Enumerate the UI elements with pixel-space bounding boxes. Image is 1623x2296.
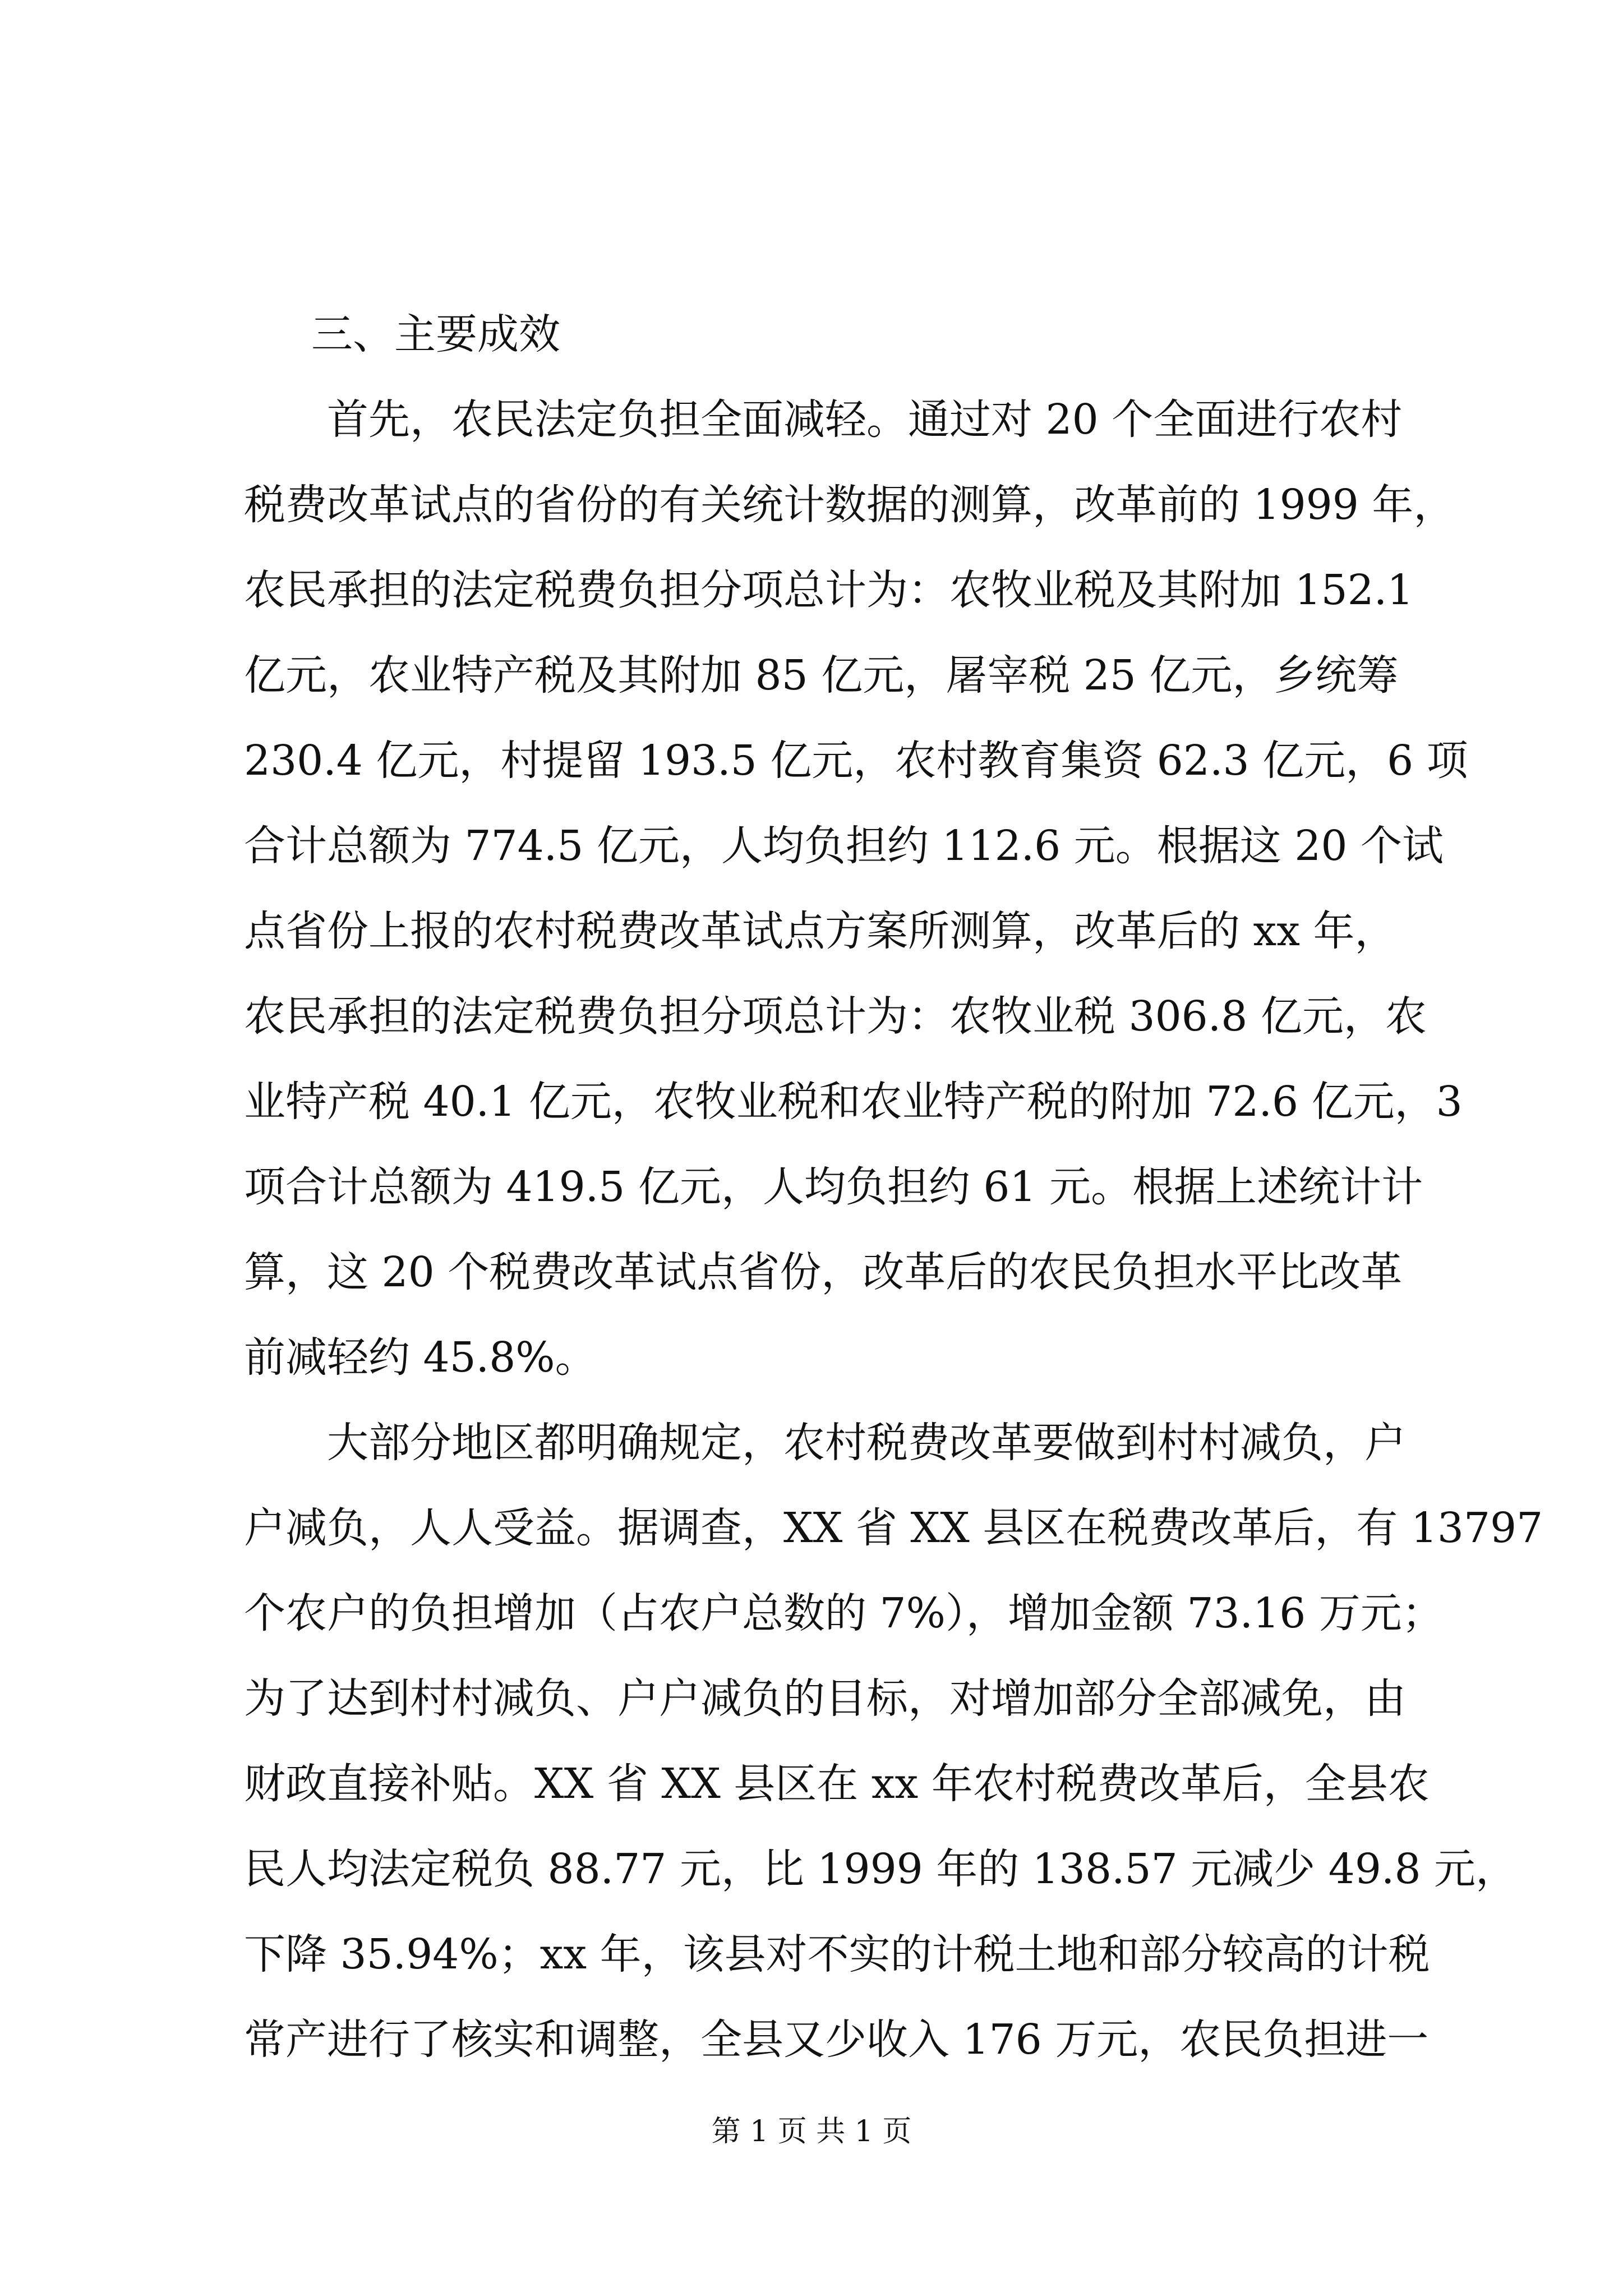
- text-line: 税费改革试点的省份的有关统计数据的测算，改革前的 1999 年，: [244, 481, 1455, 529]
- text-line: 常产进行了核实和调整，全县又少收入 176 万元，农民负担进一: [244, 2016, 1429, 2064]
- text-line: 财政直接补贴。XX 省 XX 县区在 xx 年农村税费改革后，全县农: [244, 1760, 1430, 1808]
- text-line: 亿元，农业特产税及其附加 85 亿元，屠宰税 25 亿元，乡统筹: [244, 651, 1399, 700]
- document-body: [244, 292, 1543, 2082]
- text-line: 合计总额为 774.5 亿元，人均负担约 112.6 元。根据这 20 个试: [244, 822, 1444, 870]
- text-line: 大部分地区都明确规定，农村税费改革要做到村村减负，户: [244, 1419, 1406, 1467]
- text-line: 农民承担的法定税费负担分项总计为：农牧业税 306.8 亿元，农: [244, 992, 1427, 1041]
- text-line: 民人均法定税负 88.77 元，比 1999 年的 138.57 元减少 49.8 元，: [244, 1845, 1518, 1893]
- text-line: 业特产税 40.1 亿元，农牧业税和农业特产税的附加 72.6 亿元，3: [244, 1078, 1463, 1126]
- text-line: 农民承担的法定税费负担分项总计为：农牧业税及其附加 152.1: [244, 566, 1414, 614]
- text-line: 首先，农民法定负担全面减轻。通过对 20 个全面进行农村: [244, 395, 1403, 444]
- text-line: 下降 35.94%；xx 年，该县对不实的计税土地和部分较高的计税: [244, 1930, 1430, 1978]
- page-number-label: 第 1 页 共 1 页: [711, 2115, 912, 2148]
- text-line: 户减负，人人受益。据调查，XX 省 XX 县区在税费改革后，有 13797: [244, 1504, 1543, 1552]
- text-line: 项合计总额为 419.5 亿元，人均负担约 61 元。根据上述统计计: [244, 1163, 1423, 1211]
- page-footer: [0, 2109, 1623, 2154]
- text-line: 前减轻约 45.8%。: [244, 1333, 597, 1382]
- section-heading: 三、主要成效: [311, 310, 560, 358]
- text-line: 230.4 亿元，村提留 193.5 亿元，农村教育集资 62.3 亿元，6 项: [244, 737, 1468, 785]
- text-line: 个农户的负担增加（占农户总数的 7%），增加金额 73.16 万元；: [244, 1589, 1444, 1637]
- text-line: 点省份上报的农村税费改革试点方案所测算，改革后的 xx 年，: [244, 907, 1396, 955]
- text-line: 算，这 20 个税费改革试点省份，改革后的农民负担水平比改革: [244, 1248, 1403, 1296]
- text-line: 为了达到村村减负、户户减负的目标，对增加部分全部减免，由: [244, 1674, 1406, 1723]
